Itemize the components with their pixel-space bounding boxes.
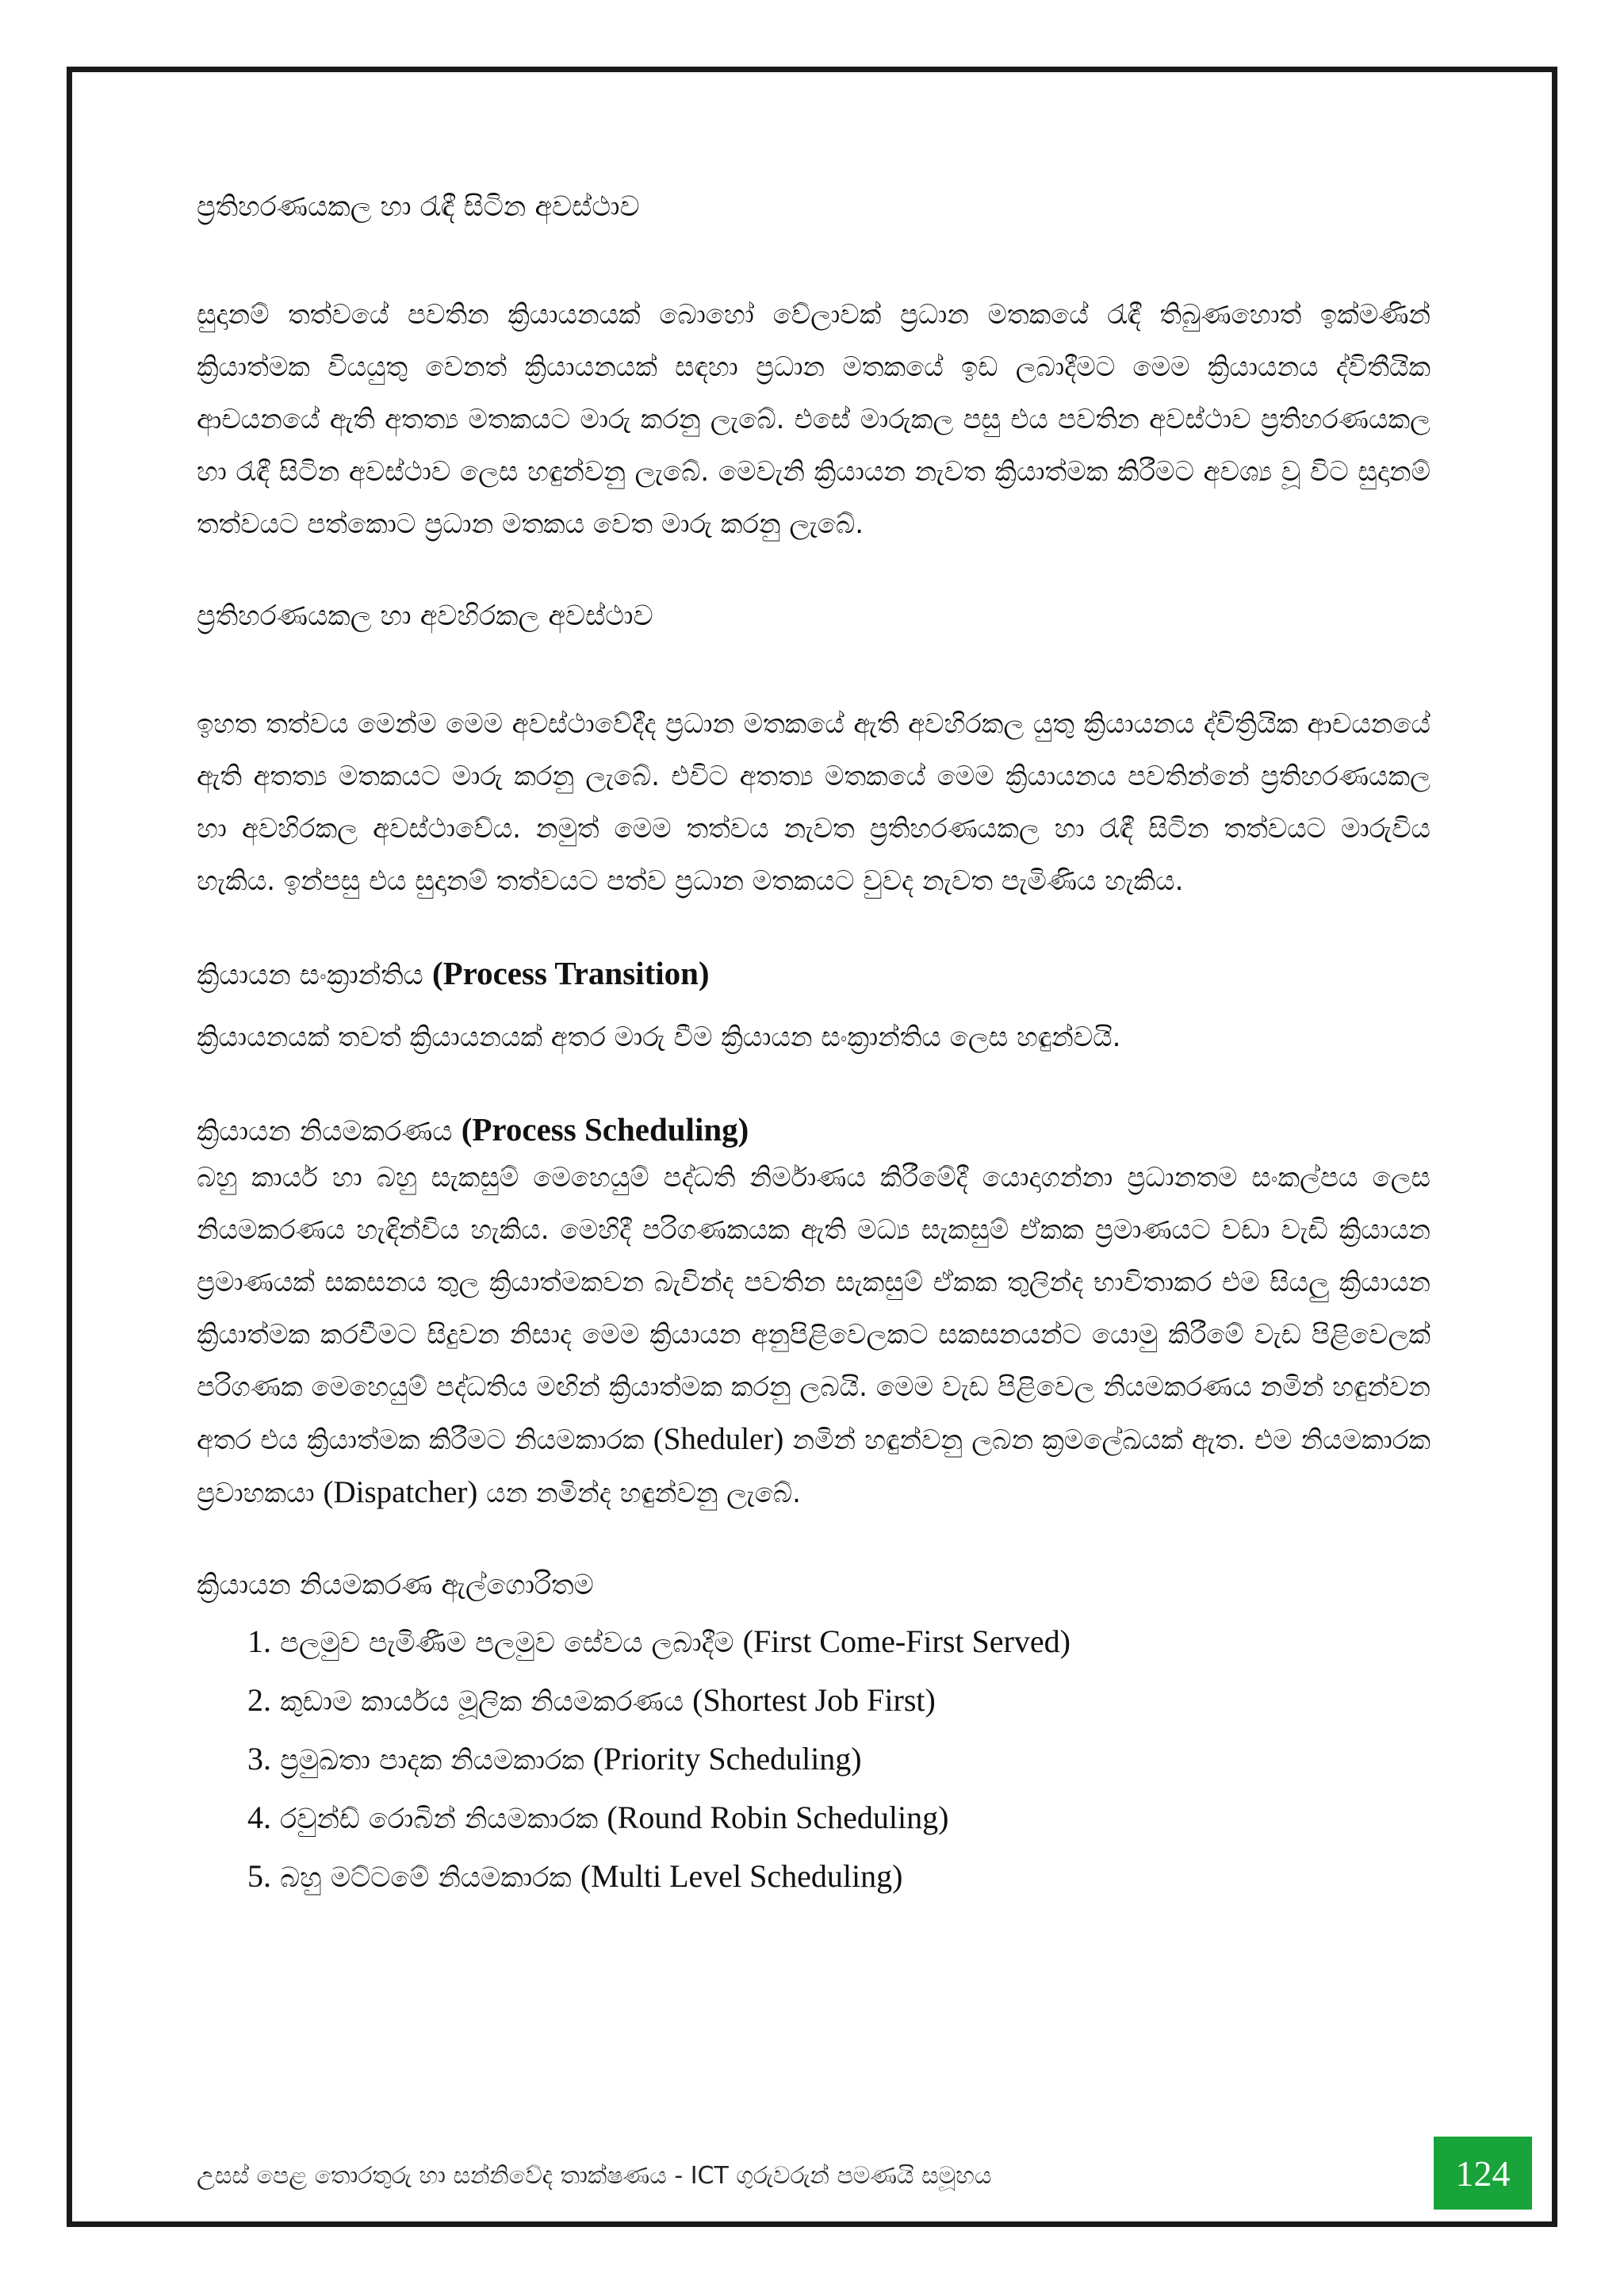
- section-heading-process-scheduling: [197, 1110, 1431, 1152]
- paragraph-text: බහු කාර්ය හා බහු සැකසුම් මෙහෙයුම් පද්ධති නිර්මාණය කිරීමේදී යොදාගන්නා ප්‍රධානතම සංකල්පය ලෙස නියමකරණය හැඳින්විය හැකිය. මෙහිදී පරිගණකයක ඇති මධ්‍ය සැකසුම් ඒකක ප්‍රමාණයට වඩා වැඩි ක්‍රියායන ප්‍රමාණයක් සකසනය තුල ක්‍රියාත්මකවන බැවින්ද පවතින සැකසුම් ඒකක තුලින්ද භාවිතාකර එම සියලු ක්‍රියායන ක්‍රියාත්මක කරවීමට සිදුවන නිසාද මෙම ක්‍රියායන අනුපිළිවෙලකට සකසනයන්ට යොමු කිරීමේ වැඩ පිළිවෙලක් පරිගණක මෙහෙයුම් පද්ධතිය මඟින් ක්‍රියාත්මක කරනු ලබයි. මෙම වැඩ පිළිවෙල නියමකරණය නමින් හඳුන්වන අතර එය ක්‍රියාත්මක කිරීමට නියමකාරක: [197, 1162, 1431, 1456]
- heading-sinhala: ක්‍රියායන සංක්‍රාන්තිය: [197, 960, 423, 991]
- page-content: [197, 187, 1431, 1907]
- paragraph-swapped-ready: සුදානම් තත්වයේ පවතින ක්‍රියායනයක් බොහෝ වේලාවක් ප්‍රධාන මතකයේ රැඳී තිබුණහොත් ඉක්මණින් ක්‍රියාත්මක වියයුතු වෙනත් ක්‍රියායනයක් සඳහා ප්‍රධාන මතකයේ ඉඩ ලබාදීමට මෙම ක්‍රියායනය ද්විතීයික ආචයනයේ ඇති අතත්‍ය මතකයට මාරු කරනු ලැබේ. එසේ මාරුකල පසු එය පවතින අවස්ථාව ප්‍රතිහරණයකල හා රැඳී සිටින අවස්ථාව ලෙස හඳුන්වනු ලැබේ. මෙවැනි ක්‍රියායන නැවත ක්‍රියාත්මක කිරීමට අවශ්‍ය වූ විට සුදානම් තත්වයට පත්කොට ප්‍රධාන මතකය වෙත මාරු කරනු ලැබේ.: [197, 299, 1431, 540]
- term-dispatcher: (Dispatcher): [323, 1475, 478, 1509]
- heading-sinhala: ක්‍රියායන නියමකරණය: [197, 1116, 453, 1148]
- term-scheduler: (Sheduler): [653, 1422, 784, 1456]
- section-heading-process-transition: [197, 953, 1431, 995]
- algorithm-list: [197, 1613, 1431, 1907]
- section-heading-swapped-ready: ප්‍රතිහරණයකල හා රැඳී සිටින අවස්ථාව: [197, 191, 640, 223]
- list-item: 2. කුඩාම කාර්යය මූලික නියමකරණය (Shortest Job First): [247, 1682, 936, 1718]
- list-item: 1. පලමුව පැමිණීම පලමුව සේවය ලබාදීම (First Come-First Served): [247, 1623, 1071, 1659]
- section-heading-swapped-blocked: ප්‍රතිහරණයකල හා අවහිරකල අවස්ථාව: [197, 600, 653, 632]
- heading-english: (Process Scheduling): [461, 1111, 749, 1148]
- paragraph-text: නමින් හඳුන්වනු ලබන ක්‍රමලේඛයක් ඇත. එම නියමකාරක ප්‍රවාහකයා: [197, 1424, 1431, 1509]
- list-item: 3. ප්‍රමුඛතා පාදක නියමකාරක (Priority Scheduling): [247, 1741, 862, 1777]
- page-number-badge: 124: [1434, 2137, 1532, 2210]
- list-item: 5. බහු මට්ටමේ නියමකාරක (Multi Level Scheduling): [247, 1858, 903, 1894]
- paragraph-text: යන නමින්ද හඳුන්වනු ලැබේ.: [477, 1478, 801, 1509]
- paragraph-process-transition: ක්‍රියායනයක් තවත් ක්‍රියායනයක් අතර මාරු වීම ක්‍රියායන සංක්‍රාන්තිය ලෙස හඳුන්වයි.: [197, 1022, 1121, 1053]
- paragraph-swapped-blocked: ඉහත තත්වය මෙන්ම මෙම අවස්ථාවේදීද ප්‍රධාන මතකයේ ඇති අවහිරකල යුතු ක්‍රියායනය ද්විත්‍රියික ආචයනයේ ඇති අතත්‍ය මතකයට මාරු කරනු ලැබේ. එවිට අතත්‍ය මතකයේ මෙම ක්‍රියායනය පවතින්නේ ප්‍රතිහරණයකල හා අවහිරකල අවස්ථාවේය. නමුත් මෙම තත්වය නැවත ප්‍රතිහරණයකල හා රැඳී සිටින තත්වයට මාරුවිය හැකිය. ඉන්පසු එය සුදානම් තත්වයට පත්ව ප්‍රධාන මතකයට වුවද නැවත පැමිණිය හැකිය.: [197, 708, 1431, 897]
- paragraph-process-scheduling: [197, 1152, 1431, 1520]
- page-footer: උසස් පෙළ තොරතුරු හා සන්නිවේද තාක්ෂණය - ICT ගුරුවරුන් පමණයි සමූහය: [197, 2162, 992, 2190]
- section-heading-scheduling-algorithms: ක්‍රියායන නියමකරණ ඇල්ගොරිතම: [197, 1570, 594, 1601]
- heading-english: (Process Transition): [431, 955, 710, 991]
- list-item: 4. රවුන්ඩ් රොබින් නියමකාරක (Round Robin Scheduling): [247, 1800, 949, 1835]
